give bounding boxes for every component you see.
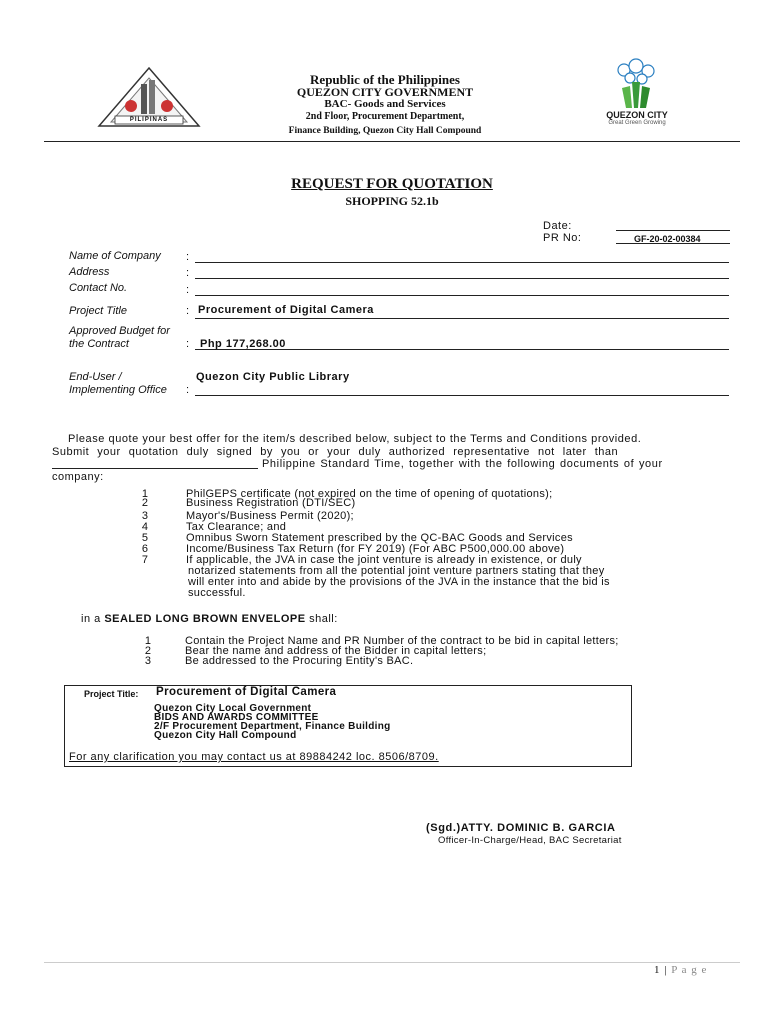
list-item-continuation: will enter into and abide by the provisions of the JVA in the instance that the bid is	[188, 576, 610, 588]
document-title: REQUEST FOR QUOTATION	[291, 176, 493, 192]
quezon-city-logo	[592, 58, 682, 130]
header-republic: Republic of the Philippines	[310, 72, 460, 87]
contact-field[interactable]	[195, 295, 729, 296]
envelope-intro-bold: SEALED LONG BROWN ENVELOPE	[104, 613, 306, 625]
page-number: 1	[654, 964, 660, 976]
list-item: PhilGEPS certificate (not expired on the time of opening of quotations);	[186, 488, 553, 500]
box-address-line3: 2/F Procurement Department, Finance Building	[154, 721, 391, 732]
list-item: Tax Clearance; and	[186, 521, 287, 533]
box-address-line2: BIDS AND AWARDS COMMITTEE	[154, 712, 319, 723]
page-number-footer	[654, 964, 707, 976]
list-item: Bear the name and address of the Bidder in capital letters;	[185, 645, 487, 657]
box-project-label: Project Title:	[84, 689, 139, 699]
pr-number: GF-20-02-00384	[634, 234, 701, 244]
list-item-number: 3	[144, 655, 151, 667]
pr-underline	[616, 243, 730, 244]
budget-label-line1: Approved Budget for	[69, 325, 170, 337]
envelope-list	[131, 636, 731, 670]
company-label: Name of Company	[69, 250, 161, 262]
box-address-line1: Quezon City Local Government	[154, 703, 312, 714]
date-label: Date:	[543, 220, 572, 232]
pr-label: PR No:	[543, 232, 582, 244]
box-address-line4: Quezon City Hall Compound	[154, 730, 297, 741]
budget-label-line2: the Contract	[69, 338, 129, 350]
address-label: Address	[69, 266, 110, 278]
enduser-underline	[195, 395, 729, 396]
contact-label: Contact No.	[69, 282, 128, 294]
enduser-value: Quezon City Public Library	[196, 371, 350, 383]
list-item: If applicable, the JVA in case the joint venture is already in existence, or duly	[186, 554, 582, 566]
header-building: Finance Building, Quezon City Hall Compound	[288, 126, 482, 136]
date-field[interactable]	[616, 230, 730, 231]
header-government: QUEZON CITY GOVERNMENT	[296, 85, 474, 99]
list-item-number: 7	[141, 554, 148, 566]
company-colon: :	[186, 251, 190, 263]
qc-logo-tagline: Great Green Growing	[608, 120, 666, 126]
header-divider	[44, 141, 740, 142]
page-label: P a g e	[671, 964, 708, 976]
list-item: Business Registration (DTI/SEC)	[186, 497, 356, 509]
budget-value: Php 177,268.00	[200, 338, 286, 350]
list-item-number: 2	[144, 645, 151, 657]
address-colon: :	[186, 267, 190, 279]
list-item: Mayor's/Business Permit (2020);	[186, 510, 354, 522]
list-item: Contain the Project Name and PR Number of the contract to be bid in capital letters;	[185, 635, 619, 647]
envelope-intro-prefix: in a	[81, 613, 101, 625]
list-item-number: 5	[141, 532, 148, 544]
list-item: Income/Business Tax Return (for FY 2019) (For ABC P500,000.00 above)	[186, 543, 565, 555]
footer-divider	[44, 962, 740, 963]
enduser-label-line1: End-User /	[69, 371, 122, 383]
project-title-colon: :	[186, 305, 190, 317]
enduser-colon: :	[186, 384, 190, 396]
list-item-number: 1	[141, 488, 148, 500]
header-floor: 2nd Floor, Procurement Department,	[305, 111, 465, 122]
list-item-number: 1	[144, 635, 151, 647]
envelope-intro	[81, 613, 338, 626]
documents-list	[128, 489, 728, 601]
enduser-label-line2: Implementing Office	[69, 384, 167, 396]
list-item: Omnibus Sworn Statement prescribed by the QC-BAC Goods and Services	[186, 532, 573, 544]
budget-colon: :	[186, 338, 190, 350]
list-item-continuation: successful.	[188, 587, 246, 599]
contact-colon: :	[186, 284, 190, 296]
header-bac: BAC- Goods and Services	[324, 98, 446, 110]
project-title-label: Project Title	[69, 305, 127, 317]
address-field[interactable]	[195, 278, 729, 279]
seal-text-bottom: PILIPINAS	[129, 117, 169, 123]
list-item-number: 4	[141, 521, 148, 533]
intro-line3: Philippine Standard Time, together with the following documents of your	[262, 458, 663, 470]
contact-clarification: For any clarification you may contact us at 89884242 loc. 8506/8709.	[69, 751, 439, 763]
company-field[interactable]	[195, 262, 729, 263]
signatory-name: (Sgd.)ATTY. DOMINIC B. GARCIA	[426, 822, 616, 834]
intro-line4: company:	[52, 471, 104, 483]
deadline-field[interactable]	[52, 468, 258, 469]
project-title-value: Procurement of Digital Camera	[198, 304, 374, 316]
document-subtitle: SHOPPING 52.1b	[345, 194, 439, 208]
box-project-value: Procurement of Digital Camera	[156, 686, 337, 698]
list-item: Be addressed to the Procuring Entity's BAC.	[185, 655, 414, 667]
list-item-number: 2	[141, 497, 148, 509]
intro-line2: Submit your quotation duly signed by you or your duly authorized representative not later than	[52, 446, 619, 458]
signatory-position: Officer-In-Charge/Head, BAC Secretariat	[438, 835, 622, 846]
intro-line1: Please quote your best offer for the item/s described below, subject to the Terms and Conditions provided.	[68, 433, 642, 445]
qc-logo-text: QUEZON CITY	[606, 110, 668, 120]
budget-underline	[195, 349, 729, 350]
list-item-continuation: notarized statements from all the potential joint venture partners stating that they	[188, 565, 605, 577]
envelope-intro-suffix: shall:	[309, 613, 338, 625]
list-item-number: 6	[141, 543, 148, 555]
page-separator: |	[664, 964, 667, 976]
list-item-number: 3	[141, 510, 148, 522]
project-title-underline	[195, 318, 729, 319]
